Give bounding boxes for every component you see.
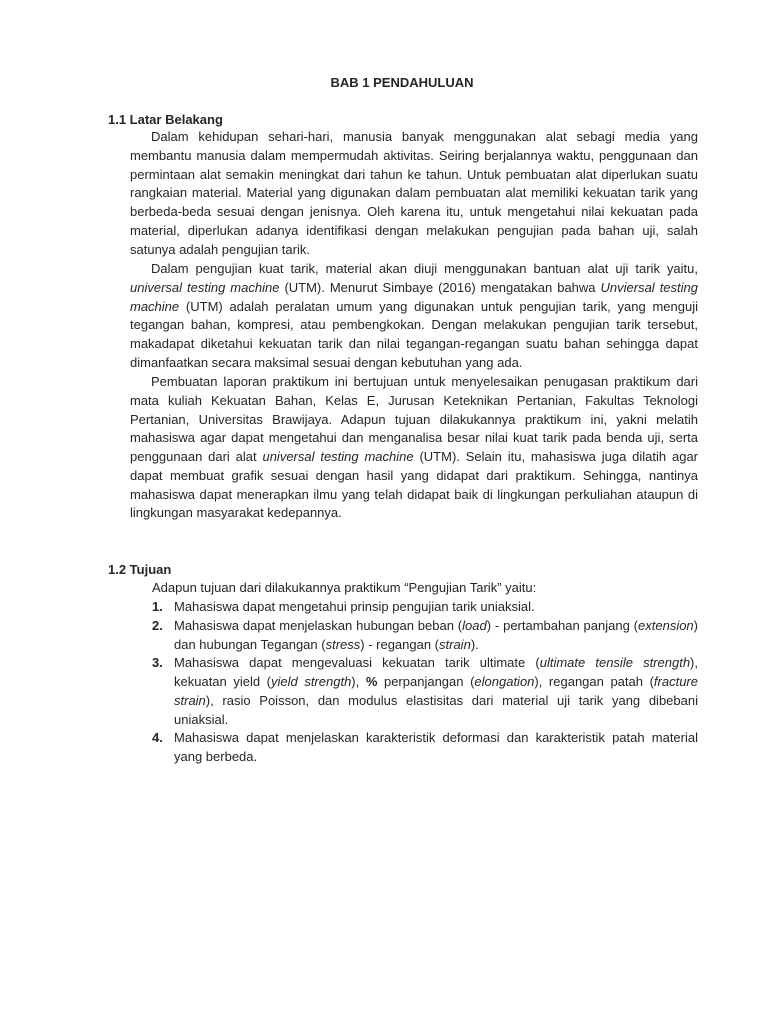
- tujuan-list: [152, 598, 698, 767]
- paragraph-3: Pembuatan laporan praktikum ini bertujuan untuk menyelesaikan penugasan praktikum dari mata kuliah Kekuatan Bahan, Kelas E, Jurusan Keteknikan Pertanian, Fakultas Teknologi Pertanian, Universitas Brawijaya. Adapun tujuan dilakukannya praktikum ini, yakni melatih mahasiswa agar dapat mengetahui dan menganalisa besar nilai kuat tarik pada benda uji, serta penggunaan dari alat universal testing machine (UTM). Selain itu, mahasiswa juga dilatih agar dapat membuat grafik sesuai dengan hasil yang didapat dari praktikum. Sehingga, nantinya mahasiswa dapat menerapkan ilmu yang telah didapat baik di lingkungan perkuliahan ataupun di lingkungan masyarakat kedepannya.: [130, 374, 698, 521]
- list-item: 1. Mahasiswa dapat mengetahui prinsip pengujian tarik uniaksial.: [152, 599, 535, 614]
- section-heading-tujuan: 1.2 Tujuan: [108, 562, 172, 577]
- chapter-title: BAB 1 PENDAHULUAN: [330, 75, 474, 90]
- tujuan-intro: Adapun tujuan dari dilakukannya praktikum “Pengujian Tarik” yaitu:: [152, 580, 537, 595]
- paragraph-2: Dalam pengujian kuat tarik, material akan diuji menggunakan bantuan alat uji tarik yaitu, universal testing machine (UTM). Menurut Simbaye (2016) mengatakan bahwa Unviersal testing machine (UTM) adalah peralatan umum yang digunakan untuk pengujian tarik, yang menguji tegangan bahan, kompresi, atau pembengkokan. Dengan melakukan pengujian tarik tersebut, makadapat diketahui kekuatan tarik dan nilai tegangan-regangan suatu bahan sehingga dapat dimanfaatkan secara maksimal sesuai dengan kebutuhan yang ada.: [130, 261, 698, 370]
- list-item: 3. Mahasiswa dapat mengevaluasi kekuatan tarik ultimate (ultimate tensile strength), kekuatan yield (yield strength), % perpanjangan (elongation), regangan patah (fracture strain), rasio Poisson, dan modulus elastisitas dari material uji tarik yang dibebani uniaksial.: [152, 655, 698, 727]
- paragraph-1: Dalam kehidupan sehari-hari, manusia banyak menggunakan alat sebagi media yang membantu manusia dalam mempermudah aktivitas. Seiring berjalannya waktu, penggunaan dan permintaan alat semakin meningkat dari tahun ke tahun. Untuk pembuatan alat diperlukan suatu rangkaian material. Material yang digunakan dalam pembuatan alat memiliki kekuatan tarik yang berbeda-beda sesuai dengan jenisnya. Oleh karena itu, untuk mengetahui nilai kekuatan pada material, diperlukan adanya identifikasi dengan melakukan pengujian pada bahan uji, salah satunya adalah pengujian tarik.: [130, 129, 698, 257]
- list-item: 2. Mahasiswa dapat menjelaskan hubungan beban (load) - pertambahan panjang (extension) dan hubungan Tegangan (stress) - regangan (strain).: [152, 617, 699, 652]
- section-heading-latar-belakang: 1.1 Latar Belakang: [108, 112, 223, 127]
- list-item: 4. Mahasiswa dapat menjelaskan karakteristik deformasi dan karakteristik patah material yang berbeda.: [152, 730, 698, 764]
